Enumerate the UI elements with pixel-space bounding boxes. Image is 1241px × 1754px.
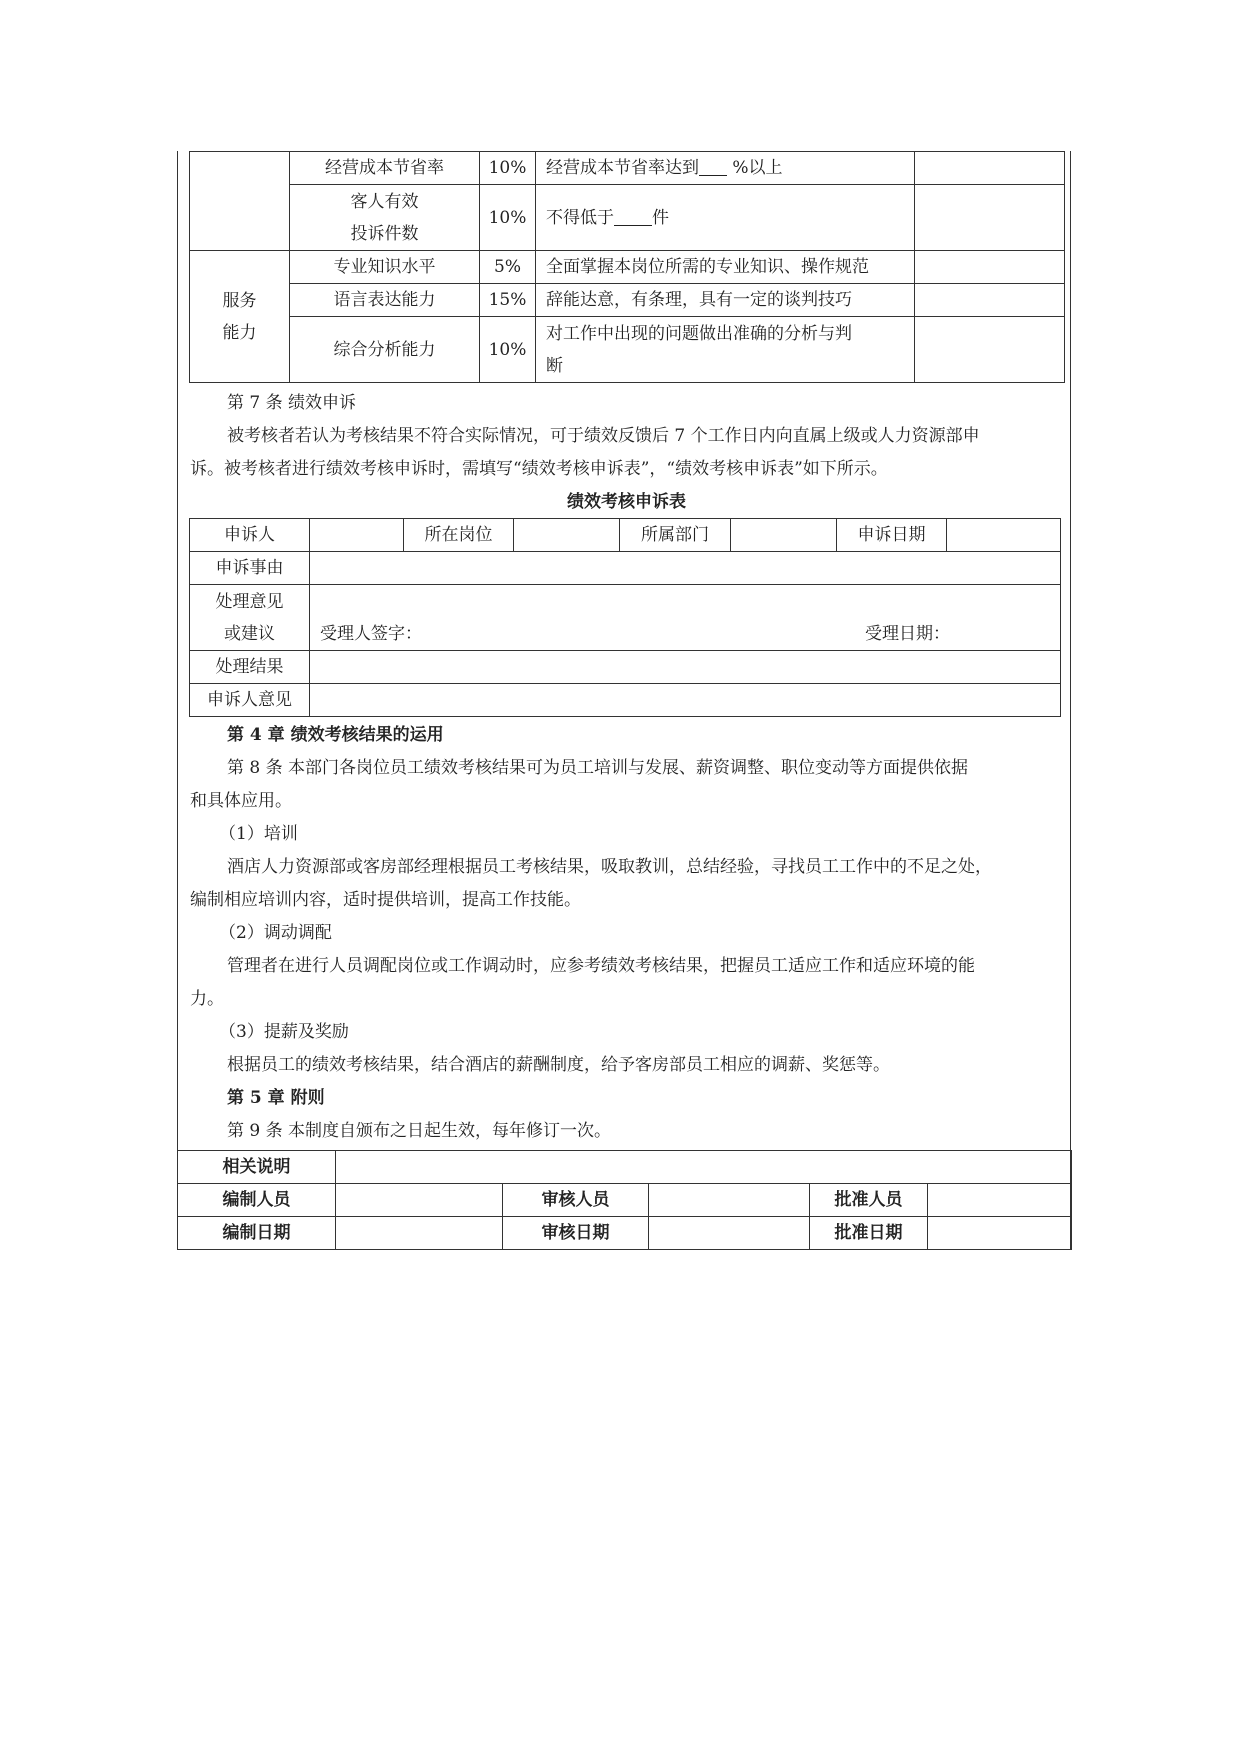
position-value[interactable] — [514, 519, 620, 552]
standard-cell: 辞能达意，有条理，具有一定的谈判技巧 — [536, 284, 915, 317]
table-row — [190, 185, 1065, 251]
table-row — [190, 552, 1061, 585]
review-date-value[interactable] — [649, 1217, 810, 1250]
editor-value[interactable] — [336, 1184, 503, 1217]
table-row — [190, 317, 1065, 383]
table-row — [178, 1184, 1072, 1217]
handler-date-label: 受理日期： — [865, 624, 950, 644]
standard-cell: 经营成本节省率达到 %以上 — [536, 152, 915, 185]
opinion-label: 处理意见 或建议 — [190, 585, 310, 651]
table-row — [190, 651, 1061, 684]
appeal-form-title: 绩效考核申诉表 — [567, 492, 686, 512]
appeal-form-table — [189, 518, 1061, 717]
table-row — [190, 684, 1061, 717]
paragraph-line: 被考核者若认为考核结果不符合实际情况，可于绩效反馈后 7 个工作日内向直属上级或人力资源部申 — [227, 426, 980, 446]
editor-label: 编制人员 — [178, 1184, 336, 1217]
article9-text: 第 9 条 本制度自颁布之日起生效，每年修订一次。 — [227, 1121, 612, 1141]
fill-blank — [614, 205, 652, 226]
paragraph-line: 力。 — [190, 989, 224, 1009]
table-row — [190, 284, 1065, 317]
item2-title: （2）调动调配 — [219, 923, 332, 943]
appeal-date-value[interactable] — [947, 519, 1061, 552]
paragraph-line: 管理者在进行人员调配岗位或工作调动时，应参考绩效考核结果，把握员工适应工作和适应环境的能 — [227, 956, 975, 976]
opinion-value[interactable] — [310, 585, 1061, 651]
table-row — [190, 585, 1061, 651]
table-row — [178, 1217, 1072, 1250]
item-knowledge: 专业知识水平 — [290, 251, 480, 284]
reviewer-value[interactable] — [649, 1184, 810, 1217]
fill-blank — [699, 155, 727, 176]
table-row — [190, 519, 1061, 552]
weight-cell: 10% — [480, 317, 536, 383]
table-row — [190, 251, 1065, 284]
weight-cell: 5% — [480, 251, 536, 284]
edit-date-label: 编制日期 — [178, 1217, 336, 1250]
paragraph-line: 第 8 条 本部门各岗位员工绩效考核结果可为员工培训与发展、薪资调整、职位变动等方面提供依据 — [227, 758, 969, 778]
item-cost-saving: 经营成本节省率 — [290, 152, 480, 185]
article7-heading: 第 7 条 绩效申诉 — [227, 393, 357, 413]
result-label: 处理结果 — [190, 651, 310, 684]
chapter5-heading: 第 5 章 附则 — [227, 1088, 325, 1108]
reason-value[interactable] — [310, 552, 1061, 585]
related-notes-value[interactable] — [336, 1151, 1072, 1184]
weight-cell: 10% — [480, 185, 536, 251]
paragraph-line: 根据员工的绩效考核结果，结合酒店的薪酬制度，给予客房部员工相应的调薪、奖惩等。 — [227, 1055, 890, 1075]
reviewer-label: 审核人员 — [503, 1184, 649, 1217]
appellant-label: 申诉人 — [190, 519, 310, 552]
appellant-opinion-label: 申诉人意见 — [190, 684, 310, 717]
item1-title: （1）培训 — [219, 824, 298, 844]
appellant-opinion-value[interactable] — [310, 684, 1061, 717]
approver-label: 批准人员 — [810, 1184, 928, 1217]
item-language: 语言表达能力 — [290, 284, 480, 317]
review-date-label: 审核日期 — [503, 1217, 649, 1250]
position-label: 所在岗位 — [404, 519, 514, 552]
approve-date-label: 批准日期 — [810, 1217, 928, 1250]
approve-date-value[interactable] — [928, 1217, 1072, 1250]
indicator-table — [189, 151, 1065, 383]
table-row — [190, 152, 1065, 185]
appeal-date-label: 申诉日期 — [837, 519, 947, 552]
result-value[interactable] — [310, 651, 1061, 684]
edit-date-value[interactable] — [336, 1217, 503, 1250]
approval-table — [177, 1150, 1072, 1250]
related-notes-label: 相关说明 — [178, 1151, 336, 1184]
paragraph-line: 诉。被考核者进行绩效考核申诉时，需填写“绩效考核申诉表”，“绩效考核申诉表”如下所示。 — [190, 459, 888, 479]
weight-cell: 15% — [480, 284, 536, 317]
item-analysis: 综合分析能力 — [290, 317, 480, 383]
reason-label: 申诉事由 — [190, 552, 310, 585]
standard-cell: 对工作中出现的问题做出准确的分析与判 断 — [536, 317, 915, 383]
table-row — [178, 1151, 1072, 1184]
chapter4-heading: 第 4 章 绩效考核结果的运用 — [227, 725, 444, 745]
item3-title: （3）提薪及奖励 — [219, 1022, 349, 1042]
handler-sign-label: 受理人签字： — [320, 624, 422, 644]
standard-cell: 全面掌握本岗位所需的专业知识、操作规范 — [536, 251, 915, 284]
approver-value[interactable] — [928, 1184, 1072, 1217]
paragraph-line: 编制相应培训内容，适时提供培训，提高工作技能。 — [190, 890, 581, 910]
standard-cell: 不得低于 件 — [536, 185, 915, 251]
weight-cell: 10% — [480, 152, 536, 185]
service-ability-label: 服务 能力 — [190, 251, 290, 383]
paragraph-line: 和具体应用。 — [190, 791, 292, 811]
department-label: 所属部门 — [620, 519, 731, 552]
department-value[interactable] — [731, 519, 837, 552]
paragraph-line: 酒店人力资源部或客房部经理根据员工考核结果，吸取教训，总结经验，寻找员工工作中的不足之处， — [227, 857, 992, 877]
item-complaints: 客人有效 投诉件数 — [290, 185, 480, 251]
appellant-value[interactable] — [310, 519, 404, 552]
